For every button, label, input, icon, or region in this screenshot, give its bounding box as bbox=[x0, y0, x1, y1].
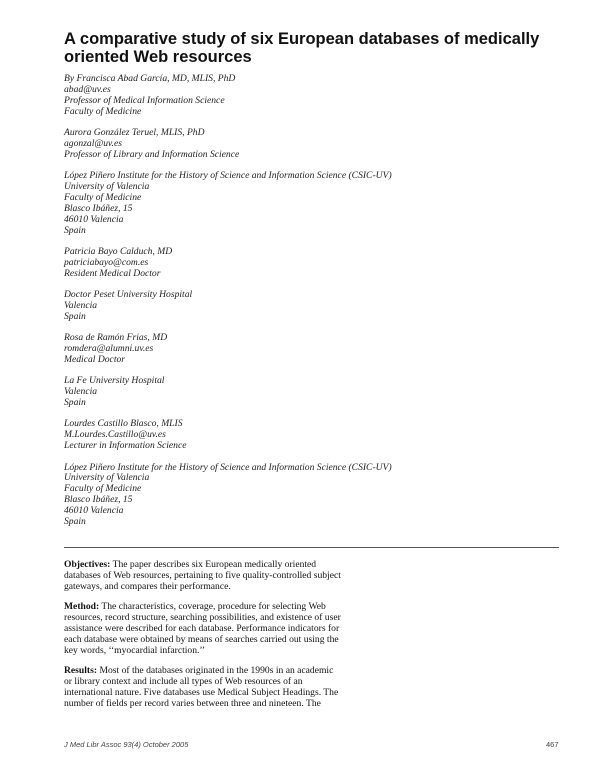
author-line: Spain bbox=[64, 397, 86, 409]
abstract-line: assistance were described for each database. Performance indicators for bbox=[64, 623, 340, 635]
abstract-line: key words, ‘‘myocardial infarction.’’ bbox=[64, 644, 206, 656]
author-block bbox=[64, 333, 544, 366]
author-block bbox=[64, 290, 544, 323]
author-line: Faculty of Medicine bbox=[64, 191, 142, 203]
author-line: 46010 Valencia bbox=[64, 213, 124, 225]
author-line: M.Lourdes.Castillo@uv.es bbox=[64, 429, 166, 441]
article-title: A comparative study of six European databases of medically oriented Web resources bbox=[64, 30, 540, 66]
objectives-label: Objectives: bbox=[64, 559, 111, 570]
author-line: López Piñero Institute for the History of Science and Information Science (CSIC-UV) bbox=[64, 461, 392, 473]
author-line: abad@uv.es bbox=[64, 83, 111, 95]
author-line: Spain bbox=[64, 224, 86, 236]
author-line: Spain bbox=[64, 310, 86, 322]
author-line: Professor of Medical Information Science bbox=[64, 94, 225, 106]
author-block bbox=[64, 74, 544, 118]
author-affiliations bbox=[64, 74, 544, 538]
author-block bbox=[64, 419, 544, 452]
author-line: Faculty of Medicine bbox=[64, 105, 142, 117]
author-line: Professor of Library and Information Science bbox=[64, 148, 240, 160]
abstract-line: or library context and include all types of Web resources of an bbox=[64, 676, 303, 688]
author-line: University of Valencia bbox=[64, 472, 150, 484]
author-line: Spain bbox=[64, 516, 86, 528]
author-line: Resident Medical Doctor bbox=[64, 267, 161, 279]
abstract-method bbox=[64, 602, 364, 657]
author-line: Blasco Ibáñez, 15 bbox=[64, 494, 133, 506]
author-line: patriciabayo@com.es bbox=[64, 256, 149, 268]
abstract-objectives bbox=[64, 560, 364, 593]
author-line: University of Valencia bbox=[64, 181, 150, 193]
author-line: Aurora González Teruel, MLIS, PhD bbox=[64, 127, 205, 139]
journal-citation: J Med Libr Assoc 93(4) October 2005 bbox=[64, 740, 189, 749]
abstract-line: gateways, and compares their performance. bbox=[64, 580, 231, 592]
author-block bbox=[64, 128, 544, 161]
author-block bbox=[64, 376, 544, 409]
author-line: 46010 Valencia bbox=[64, 505, 124, 517]
author-line: Valencia bbox=[64, 386, 98, 398]
method-label: Method: bbox=[64, 601, 100, 613]
author-line: Valencia bbox=[64, 299, 98, 311]
author-line: Faculty of Medicine bbox=[64, 483, 142, 495]
author-line: Patricia Bayo Calduch, MD bbox=[64, 245, 173, 257]
author-block bbox=[64, 247, 544, 280]
abstract-line: international nature. Five databases use Medical Subject Headings. The bbox=[64, 687, 339, 699]
author-line: Medical Doctor bbox=[64, 353, 126, 365]
abstract-line: The characteristics, coverage, procedure for selecting Web bbox=[99, 601, 326, 613]
abstract-results bbox=[64, 666, 364, 710]
author-line: Rosa de Ramón Frias, MD bbox=[64, 332, 168, 344]
section-divider bbox=[64, 547, 559, 548]
author-line: agonzal@uv.es bbox=[64, 137, 122, 149]
author-line: Lourdes Castillo Blasco, MLIS bbox=[64, 418, 183, 430]
author-block bbox=[64, 171, 544, 236]
author-line: Doctor Peset University Hospital bbox=[64, 289, 193, 301]
abstract-line: Most of the databases originated in the 1990s in an academic bbox=[97, 665, 334, 677]
abstract-line: each database were obtained by means of searches carried out using the bbox=[64, 633, 339, 645]
author-line: romdera@alumni.uv.es bbox=[64, 343, 154, 355]
abstract-line: The paper describes six European medically oriented bbox=[110, 559, 317, 570]
page-number: 467 bbox=[546, 740, 559, 749]
author-line: La Fe University Hospital bbox=[64, 375, 165, 387]
author-line: López Piñero Institute for the History of Science and Information Science (CSIC-UV) bbox=[64, 170, 392, 182]
abstract bbox=[64, 560, 364, 719]
results-label: Results: bbox=[64, 665, 98, 677]
abstract-line: databases of Web resources, pertaining to five quality-controlled subject bbox=[64, 569, 341, 581]
author-line: Blasco Ibáñez, 15 bbox=[64, 202, 133, 214]
author-block bbox=[64, 463, 544, 528]
abstract-line: number of fields per record varies between three and nineteen. The bbox=[64, 697, 321, 709]
author-line: Lecturer in Information Science bbox=[64, 440, 187, 452]
abstract-line: resources, record structure, searching possibilities, and existence of user bbox=[64, 612, 341, 624]
author-line: By Francisca Abad García, MD, MLIS, PhD bbox=[64, 73, 236, 84]
